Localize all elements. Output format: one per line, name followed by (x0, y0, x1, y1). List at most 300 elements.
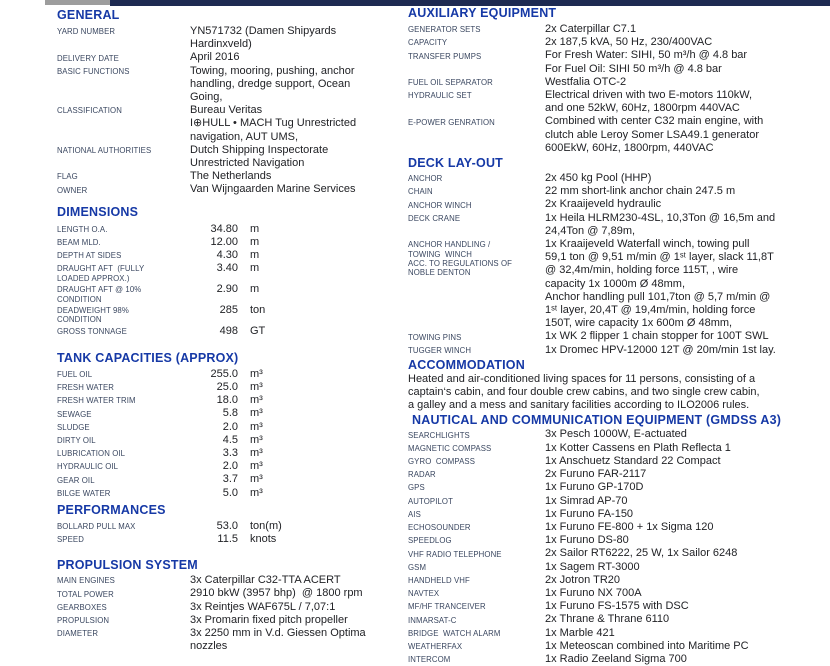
spec-unit: m³ (250, 460, 263, 473)
spec-label-line: CAPACITY (408, 38, 448, 48)
spec-label (408, 212, 545, 223)
spec-value-line: 600EkW, 60Hz, 1800rpm, 440VAC (545, 141, 714, 154)
spec-value-number: 5.8 (222, 407, 238, 420)
spec-label (408, 23, 545, 34)
spec-label-line: PROPULSION (57, 616, 110, 626)
spec-row (408, 495, 828, 508)
spec-label-line: E-POWER GENRATION (408, 117, 495, 127)
spec-label-line: LUBRICATION OIL (57, 449, 126, 459)
spec-value-line: 1x Heila HLRM230-4SL, 10,3Ton @ 16,5m and (545, 211, 776, 224)
spec-value-number: 4.30 (216, 249, 238, 262)
spec-unit: m³ (250, 473, 263, 486)
spec-value (545, 481, 643, 494)
spec-label (57, 407, 190, 418)
spec-value (545, 561, 640, 574)
spec-label (408, 238, 545, 277)
spec-label (408, 561, 545, 572)
spec-label (57, 601, 190, 612)
spec-value-line: 2x 187,5 kVA, 50 Hz, 230/400VAC (545, 36, 713, 49)
spec-label (57, 574, 190, 585)
spec-value-line: 3x Reintjes WAF675L / 7,07:1 (190, 600, 336, 613)
spec-row (57, 447, 392, 460)
spec-value (545, 468, 646, 481)
spec-value-line: The Netherlands (190, 170, 272, 183)
spec-value-line: 3x Pesch 1000W, E-actuated (545, 428, 687, 441)
spec-label-line: DEADWEIGHT 98% (57, 306, 129, 315)
spec-row (57, 407, 392, 420)
spec-value-line: capacity 1x 1000m Ø 48mm, (545, 277, 686, 290)
spec-row (408, 613, 828, 626)
spec-value-line: 3x Promarin fixed pitch propeller (190, 613, 348, 626)
spec-value (545, 627, 615, 640)
spec-unit: ton (250, 303, 266, 316)
spec-value-line: 2x Caterpillar C7.1 (545, 23, 637, 35)
spec-row (57, 601, 392, 614)
spec-row (57, 283, 392, 304)
spec-row (408, 640, 828, 653)
spec-value-line: 1x Simrad AP-70 (545, 494, 628, 507)
spec-row (408, 330, 828, 343)
spec-row (408, 344, 828, 357)
spec-unit: m³ (250, 394, 263, 407)
spec-label-line: BRIDGE WATCH ALARM (408, 628, 501, 638)
spec-row (57, 587, 392, 600)
section-performances (57, 503, 392, 546)
spec-label (57, 104, 190, 115)
spec-value-line: 2x Jotron TR20 (545, 573, 621, 586)
spec-value-line: 1x Radio Zeeland Sigma 700 (545, 652, 687, 665)
spec-label-line: FLAG (57, 172, 78, 182)
spec-label-line: ANCHOR HANDLING / (408, 240, 491, 250)
spec-label (408, 185, 545, 196)
section-title: ACCOMMODATION (408, 357, 525, 372)
spec-label-line: FUEL OIL (57, 369, 93, 379)
spec-row (408, 49, 828, 75)
spec-label-line: DELIVERY DATE (57, 53, 119, 63)
spec-value-line: 1x Marble 421 (545, 626, 615, 639)
spec-unit: GT (250, 324, 266, 337)
spec-label (57, 236, 190, 247)
spec-label (57, 460, 190, 471)
spec-label (57, 473, 190, 484)
spec-unit: m³ (250, 367, 263, 380)
spec-label-line: NATIONAL AUTHORITIES (57, 146, 152, 156)
spec-label-line: SEARCHLIGHTS (408, 430, 470, 440)
spec-value-number: 3.7 (222, 473, 238, 486)
spec-label-line: ACC. TO REGULATIONS OF (408, 258, 513, 268)
spec-label-line: HYDRAULIC OIL (57, 462, 119, 472)
spec-row (57, 614, 392, 627)
spec-row (57, 262, 392, 283)
spec-value-line: 2x Kraaijeveld hydraulic (545, 198, 662, 211)
spec-label (408, 534, 545, 545)
spec-value-line: Van Wijngaarden Marine Services (190, 183, 356, 196)
spec-label-line: BEAM MLD. (57, 238, 101, 248)
spec-value-line: Combined with center C32 main engine, with (545, 115, 764, 128)
spec-label-line: DECK CRANE (408, 213, 461, 223)
spec-label-line: GEAR OIL (57, 475, 95, 485)
spec-value-line: April 2016 (190, 51, 240, 64)
spec-unit: m³ (250, 433, 263, 446)
spec-row (408, 89, 828, 115)
spec-unit: m³ (250, 407, 263, 420)
spec-row (408, 212, 828, 238)
section-auxiliary-equipment (408, 6, 828, 155)
spec-label (408, 574, 545, 585)
spec-row (57, 460, 392, 473)
spec-row (408, 36, 828, 49)
spec-value (190, 65, 354, 105)
spec-label-line: DRAUGHT AFT @ 10% (57, 285, 142, 295)
spec-value-line: 3x 2250 mm in V.d. Giessen Optima (190, 627, 366, 640)
spec-row (57, 249, 392, 262)
spec-label (408, 613, 545, 624)
spec-row (57, 236, 392, 249)
paragraph-line: Heated and air-conditioned living spaces for 11 persons, consisting of a (408, 372, 756, 385)
spec-row (57, 325, 392, 338)
spec-value-line: 2x Thrane & Thrane 6110 (545, 613, 670, 626)
spec-value-number: 25.0 (216, 381, 238, 393)
spec-value (545, 600, 689, 613)
section-title: PERFORMANCES (57, 502, 166, 517)
spec-label (408, 587, 545, 598)
spec-value (190, 574, 341, 587)
spec-value-line: 59,1 ton @ 9,51 m/min @ 1ˢᵗ layer, slack 11,8T (545, 251, 774, 264)
section-accommodation (408, 358, 828, 413)
spec-row (408, 574, 828, 587)
spec-row (408, 534, 828, 547)
spec-label-line: CHAIN (408, 187, 433, 197)
spec-label (57, 381, 190, 392)
spec-value-number: 285 (219, 303, 238, 316)
spec-unit: m (250, 262, 260, 275)
section-title: DECK LAY-OUT (408, 156, 504, 171)
spec-label-line: TOTAL POWER (57, 589, 114, 599)
spec-label (408, 76, 545, 87)
spec-label (408, 600, 545, 611)
spec-label-line: FRESH WATER TRIM (57, 396, 136, 406)
spec-row (408, 428, 828, 441)
spec-label-line: SPEEDLOG (408, 536, 452, 546)
spec-value-line: For Fuel Oil: SIHI 50 m³/h @ 4.8 bar (545, 62, 722, 75)
spec-label-line: INMARSAT-C (408, 615, 457, 625)
spec-label-line: TUGGER WINCH (408, 345, 472, 355)
spec-label-line: RADAR (408, 470, 436, 480)
spec-value-line: Bureau Veritas (190, 104, 263, 117)
spec-value (545, 115, 763, 155)
spec-row (408, 653, 828, 666)
spec-label-line: TOWING WINCH (408, 249, 472, 259)
spec-label-line: GEARBOXES (57, 602, 107, 612)
section-tank-capacities-approx (57, 351, 392, 500)
spec-value-number: 18.0 (216, 394, 238, 407)
spec-value-line: Westfalia OTC-2 (545, 75, 627, 88)
spec-unit: m³ (250, 381, 263, 393)
spec-value-line: 1x Kotter Cassens en Plath Reflecta 1 (545, 441, 731, 454)
spec-label (408, 495, 545, 506)
spec-value (190, 25, 336, 51)
spec-row (408, 468, 828, 481)
spec-value-line: handling, dredge support, Ocean (190, 77, 351, 90)
spec-value (545, 49, 747, 75)
spec-value-line: 24,4Ton @ 7,89m, (545, 224, 636, 237)
spec-value-line: clutch able Leroy Somer LSA49.1 generator (545, 128, 760, 141)
spec-label-line: SLUDGE (57, 422, 90, 432)
spec-value (190, 614, 348, 627)
spec-label (57, 65, 190, 76)
spec-label-line: LOADED APPROX.) (57, 273, 130, 283)
spec-row (408, 185, 828, 198)
spec-row (57, 627, 392, 653)
spec-row (57, 487, 392, 500)
spec-label (408, 521, 545, 532)
spec-label (57, 614, 190, 625)
spec-label (408, 198, 545, 209)
spec-label (408, 481, 545, 492)
spec-value-line: Anchor handling pull 101,7ton @ 5,7 m/min @ (545, 290, 771, 303)
spec-label (408, 115, 545, 126)
spec-label (408, 49, 545, 60)
spec-value-line: 1x WK 2 flipper 1 chain stopper for 100T SWL (545, 330, 769, 343)
spec-label-line: GYRO COMPASS (408, 457, 476, 467)
spec-label-line: GPS (408, 483, 425, 493)
section-title: TANK CAPACITIES (APPROX) (57, 350, 239, 365)
spec-value-number: 2.90 (216, 283, 238, 296)
spec-row (408, 600, 828, 613)
spec-value (190, 144, 328, 170)
spec-label (57, 249, 190, 260)
spec-value-line: 1x Furuno FA-150 (545, 507, 634, 520)
spec-label-line: SEWAGE (57, 409, 92, 419)
spec-value (545, 508, 633, 521)
spec-label-line: TRANSFER PUMPS (408, 51, 482, 61)
spec-value (190, 183, 355, 196)
spec-value-line: I⊕HULL • MACH Tug Unrestricted (190, 117, 357, 130)
spec-label-line: GROSS TONNAGE (57, 326, 127, 336)
spec-value (545, 185, 735, 198)
spec-row (57, 104, 392, 144)
spec-value-line: 1x Sagem RT-3000 (545, 560, 640, 573)
spec-label (57, 25, 190, 36)
spec-value-line: nozzles (190, 640, 228, 653)
spec-label-line: BILGE WATER (57, 488, 111, 498)
spec-label (408, 547, 545, 558)
spec-row (408, 521, 828, 534)
spec-row (57, 183, 392, 196)
spec-row (408, 442, 828, 455)
spec-label (57, 587, 190, 598)
spec-value (545, 172, 651, 185)
spec-label-line: ANCHOR (408, 174, 443, 184)
spec-value-line: 1x Furuno FE-800 + 1x Sigma 120 (545, 520, 714, 533)
spec-label-line: SPEED (57, 535, 84, 545)
spec-value (545, 534, 629, 547)
spec-value-line: 150T, wire capacity 1x 600m Ø 48mm, (545, 317, 733, 330)
top-bar-gray-segment (45, 0, 110, 5)
section-title: GENERAL (57, 8, 120, 22)
spec-label-line: FRESH WATER (57, 383, 114, 393)
spec-label-line: GSM (408, 562, 427, 572)
spec-row (57, 394, 392, 407)
spec-value-line: YN571732 (Damen Shipyards (190, 25, 337, 37)
spec-label (408, 653, 545, 664)
spec-label (57, 447, 190, 458)
spec-label-line: HANDHELD VHF (408, 575, 470, 585)
spec-label-line: NOBLE DENTON (408, 268, 471, 278)
spec-row (408, 455, 828, 468)
spec-value-number: 3.40 (216, 262, 238, 275)
spec-value (545, 36, 712, 49)
spec-value (190, 51, 240, 64)
spec-label-line: ECHOSOUNDER (408, 523, 471, 533)
spec-value (190, 587, 363, 600)
spec-value-line: 2x 450 kg Pool (HHP) (545, 172, 652, 185)
spec-row (57, 434, 392, 447)
spec-label-line: MF/HF TRANCEIVER (408, 602, 486, 612)
section-general (57, 8, 392, 197)
spec-row (408, 198, 828, 211)
spec-value-line: Towing, mooring, pushing, anchor (190, 64, 355, 77)
spec-value (545, 428, 687, 441)
paragraph-line: captain‘s cabin, and four double crew cabins, and two single crew cabin, (408, 386, 760, 399)
spec-value-line: 1x Furuno DS-80 (545, 534, 629, 547)
spec-label-line: GENERATOR SETS (408, 25, 481, 35)
spec-row (57, 533, 392, 546)
section-title: PROPULSION SYSTEM (57, 558, 198, 573)
section-propulsion-system (57, 558, 392, 653)
spec-value (545, 640, 749, 653)
spec-value-line: 2x Sailor RT6222, 25 W, 1x Sailor 6248 (545, 547, 738, 560)
spec-value-line: Going, (190, 91, 223, 104)
spec-row (57, 473, 392, 486)
spec-label (57, 533, 190, 544)
spec-value (545, 198, 661, 211)
spec-value (545, 455, 721, 468)
spec-label (57, 304, 190, 325)
spec-value-number: 12.00 (210, 235, 238, 248)
spec-value-line: 2910 bkW (3957 bhp) @ 1800 rpm (190, 587, 363, 600)
left-column (57, 6, 392, 653)
spec-unit: m³ (250, 486, 263, 499)
spec-label-line: OWNER (57, 185, 88, 195)
spec-row (408, 115, 828, 155)
spec-label (57, 368, 190, 379)
spec-row (408, 587, 828, 600)
section-deck-lay-out (408, 156, 828, 357)
spec-row (57, 421, 392, 434)
spec-row (408, 172, 828, 185)
spec-value (545, 442, 731, 455)
spec-value-line: 22 mm short-link anchor chain 247.5 m (545, 185, 736, 198)
spec-row (408, 627, 828, 640)
spec-value-line: navigation, AUT UMS, (190, 130, 299, 143)
spec-label (408, 455, 545, 466)
spec-label (408, 89, 545, 100)
spec-row (57, 65, 392, 105)
spec-unit: m³ (250, 420, 263, 433)
spec-value-number: 3.3 (222, 447, 238, 460)
spec-label-line: CONDITION (57, 294, 102, 304)
section-title: DIMENSIONS (57, 204, 139, 219)
spec-label-line: AUTOPILOT (408, 496, 453, 506)
spec-unit: knots (250, 533, 277, 546)
spec-value (545, 23, 636, 36)
spec-label (57, 421, 190, 432)
spec-value-number: 53.0 (216, 519, 238, 532)
section-title: AUXILIARY EQUIPMENT (408, 6, 557, 20)
spec-value-line: 1x Kraaijeveld Waterfall winch, towing pull (545, 238, 750, 251)
spec-label (408, 36, 545, 47)
spec-unit: m³ (250, 447, 263, 460)
spec-row (57, 25, 392, 51)
spec-label (57, 262, 190, 283)
spec-label (57, 627, 190, 638)
spec-label (408, 172, 545, 183)
spec-value-line: @ 32,4m/min, holding force 115T, , wire (545, 264, 739, 277)
spec-label (408, 640, 545, 651)
spec-row (408, 23, 828, 36)
spec-label (57, 487, 190, 498)
spec-label-line: CLASSIFICATION (57, 106, 122, 116)
spec-row (57, 381, 392, 394)
spec-label (408, 627, 545, 638)
spec-label (408, 344, 545, 355)
spec-value-line: 3x Caterpillar C32-TTA ACERT (190, 574, 341, 587)
spec-label-line: CONDITION (57, 315, 102, 325)
spec-label (57, 434, 190, 445)
spec-label (57, 170, 190, 181)
spec-label (408, 330, 545, 341)
spec-row (57, 51, 392, 64)
spec-value-number: 34.80 (210, 222, 238, 235)
right-column (408, 4, 828, 666)
section-nautical-and-communication-equipment-gmdss-a3 (408, 413, 828, 666)
spec-value-line: 1x Anschuetz Standard 22 Compact (545, 454, 721, 467)
spec-label (57, 183, 190, 194)
spec-label-line: DIAMETER (57, 629, 99, 639)
spec-value-line: 1x Furuno NX 700A (545, 586, 642, 599)
spec-value (190, 627, 366, 653)
spec-row (57, 223, 392, 236)
spec-label-line: AIS (408, 509, 421, 519)
spec-label (408, 508, 545, 519)
spec-value-number: 11.5 (217, 533, 238, 546)
spec-label-line: FUEL OIL SEPARATOR (408, 78, 493, 87)
spec-value-line: 1x Furuno GP-170D (545, 481, 644, 494)
spec-value-number: 4.5 (222, 433, 238, 446)
spec-label (408, 442, 545, 453)
spec-row (408, 547, 828, 560)
spec-value (545, 574, 620, 587)
spec-value-line: 1ˢᵗ layer, 20,4T @ 19,4m/min, holding force (545, 304, 756, 317)
spec-value-line: 1x Furuno FS-1575 with DSC (545, 600, 689, 613)
spec-label-line: TOWING PINS (408, 332, 462, 342)
spec-value (545, 76, 626, 89)
spec-label (57, 144, 190, 155)
spec-label-line: VHF RADIO TELEPHONE (408, 549, 502, 559)
spec-value (545, 587, 642, 600)
spec-value-line: Dutch Shipping Inspectorate (190, 143, 329, 156)
spec-value-number: 498 (219, 324, 238, 337)
spec-value (545, 521, 713, 534)
spec-unit: ton(m) (250, 519, 282, 532)
spec-row (408, 561, 828, 574)
spec-value-line: Unrestricted Navigation (190, 157, 305, 170)
spec-value (190, 601, 335, 614)
spec-label-line: LENGTH O.A. (57, 224, 108, 234)
spec-row (57, 520, 392, 533)
spec-value (190, 170, 271, 183)
